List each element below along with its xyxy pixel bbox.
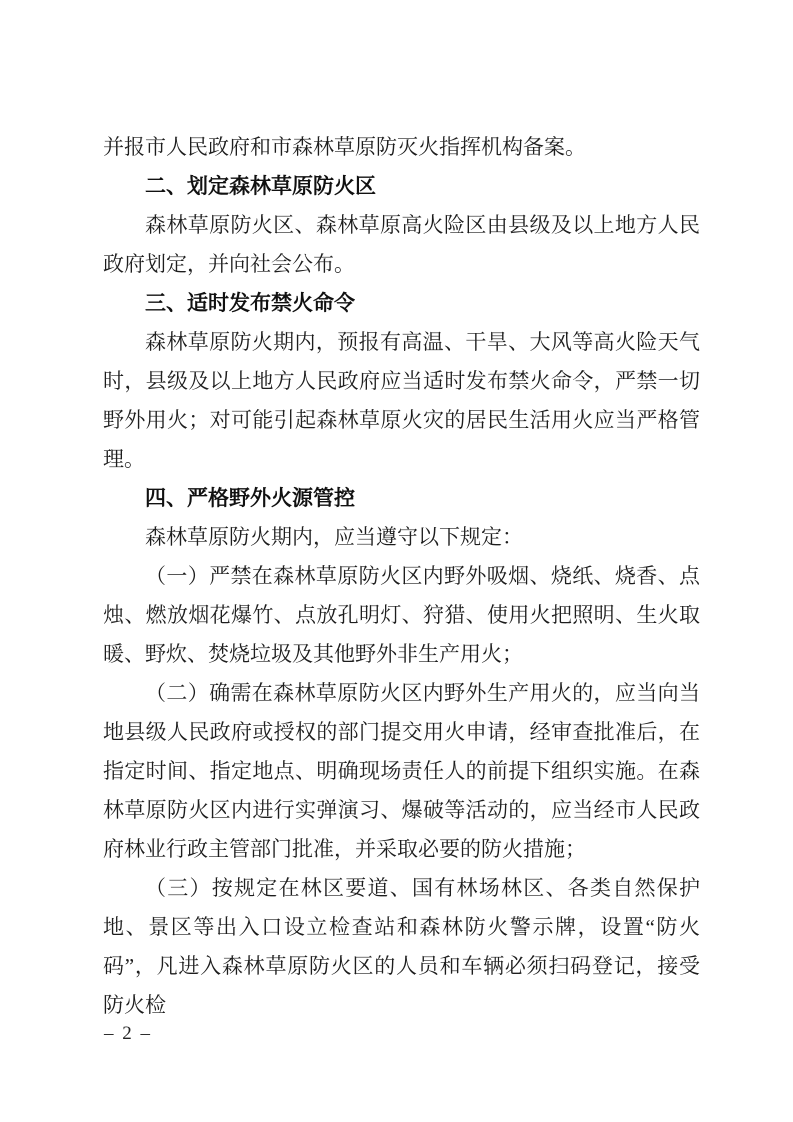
paragraph-item-3: （三）按规定在林区要道、国有林场林区、各类自然保护地、景区等出入口设立检查站和森林防火警示牌，设置“防火码”，凡进入森林草原防火区的人员和车辆必须扫码登记，接受防火检	[103, 876, 700, 1017]
document-body	[103, 128, 700, 1025]
page-number: – 2 –	[104, 1023, 152, 1044]
paragraph: 森林草原防火期内，预报有高温、干旱、大风等高火险天气时，县级及以上地方人民政府应当适时发布禁火命令，严禁一切野外用火；对可能引起森林草原火灾的居民生活用火应当严格管理。	[103, 330, 700, 471]
section-heading-2: 二、划定森林草原防火区	[145, 175, 376, 198]
paragraph-item-1: （一）严禁在森林草原防火区内野外吸烟、烧纸、烧香、点烛、燃放烟花爆竹、点放孔明灯、狩猎、使用火把照明、生火取暖、野炊、焚烧垃圾及其他野外非生产用火；	[103, 564, 700, 666]
paragraph: 森林草原防火期内，应当遵守以下规定：	[145, 525, 523, 549]
section-heading-3: 三、适时发布禁火命令	[145, 292, 355, 315]
paragraph-item-2: （二）确需在森林草原防火区内野外生产用火的，应当向当地县级人民政府或授权的部门提交用火申请，经审查批准后，在指定时间、指定地点、明确现场责任人的前提下组织实施。在森林草原防火区内进行实弹演习、爆破等活动的，应当经市人民政府林业行政主管部门批准，并采取必要的防火措施；	[103, 681, 700, 861]
paragraph-continuation: 并报市人民政府和市森林草原防灭火指挥机构备案。	[103, 135, 586, 159]
paragraph: 森林草原防火区、森林草原高火险区由县级及以上地方人民政府划定，并向社会公布。	[103, 213, 700, 276]
section-heading-4: 四、严格野外火源管控	[145, 487, 355, 510]
